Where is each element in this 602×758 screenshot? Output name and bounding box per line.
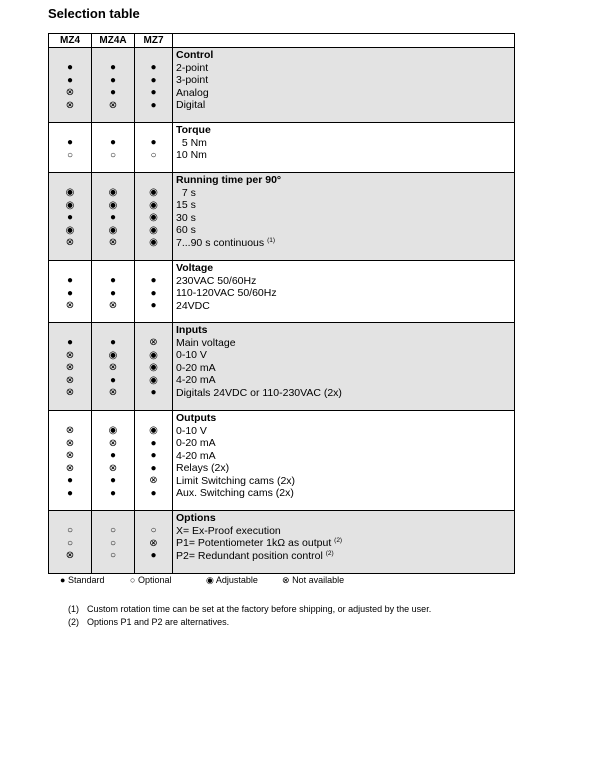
row-label-text: Digitals 24VDC or 110-230VAC (2x): [176, 386, 342, 399]
table-group: [49, 173, 515, 261]
filled-circle-icon: ●: [109, 275, 117, 286]
footnotes: [68, 603, 431, 629]
row-label-text: 0-10 V: [176, 424, 207, 437]
column-header: MZ4: [49, 34, 92, 48]
filled-circle-icon: ●: [66, 337, 74, 348]
filled-circle-icon: ●: [66, 137, 74, 148]
row-label: [176, 212, 514, 225]
symbol-cell: [49, 123, 92, 173]
label-cell: [173, 123, 515, 173]
row-label: [176, 275, 514, 288]
row-label: [176, 62, 514, 75]
row-label-text: 0-20 mA: [176, 437, 216, 449]
crossed-circle-icon: ⊗: [65, 462, 75, 474]
row-label: [176, 74, 514, 87]
open-circle-icon: ○: [109, 550, 117, 561]
row-label: [176, 99, 514, 112]
dotted-circle-icon: ◉: [65, 224, 75, 236]
row-label-text: Analog: [176, 86, 209, 99]
footnote-2: [68, 616, 431, 629]
filled-circle-icon: ●: [60, 575, 66, 585]
row-label-text: X= Ex-Proof execution: [176, 524, 281, 537]
filled-circle-icon: ●: [150, 62, 157, 73]
dotted-circle-icon: ◉: [108, 199, 118, 211]
dotted-circle-icon: ◉: [149, 425, 158, 436]
row-label: [176, 462, 514, 475]
row-label: [176, 337, 514, 350]
filled-circle-icon: ●: [150, 137, 157, 148]
dotted-circle-icon: ◉: [149, 199, 158, 211]
symbol-cell: [135, 411, 173, 511]
crossed-circle-icon: ⊗: [65, 349, 75, 361]
table-group: [49, 411, 515, 511]
symbol-cell: [49, 411, 92, 511]
column-header: MZ4A: [92, 34, 135, 48]
row-label: [176, 137, 514, 150]
row-label-text: Digital: [176, 99, 206, 111]
symbol-cell: [49, 173, 92, 261]
legend-label: Not available: [292, 575, 345, 585]
crossed-circle-icon: ⊗: [65, 374, 75, 386]
filled-circle-icon: ●: [150, 87, 157, 98]
symbol-cell: [92, 411, 135, 511]
row-label: [176, 149, 514, 162]
dotted-circle-icon: ◉: [108, 187, 118, 198]
row-label: [176, 349, 514, 362]
filled-circle-icon: ●: [150, 99, 157, 111]
filled-circle-icon: ●: [109, 74, 117, 86]
row-label: [176, 475, 514, 488]
label-cell: [173, 173, 515, 261]
filled-circle-icon: ●: [66, 487, 74, 499]
open-circle-icon: ○: [109, 149, 117, 161]
selection-table: [48, 33, 515, 574]
footnote-number: (1): [68, 604, 79, 614]
dotted-circle-icon: ◉: [65, 187, 75, 198]
filled-circle-icon: ●: [109, 87, 117, 98]
dotted-circle-icon: ◉: [149, 237, 158, 248]
crossed-circle-icon: ⊗: [108, 237, 118, 248]
symbol-cell: [49, 261, 92, 323]
filled-circle-icon: ●: [150, 275, 157, 286]
crossed-circle-icon: ⊗: [149, 337, 158, 348]
row-label-text: Relays (2x): [176, 462, 230, 474]
crossed-circle-icon: ⊗: [149, 537, 158, 549]
row-label: [176, 287, 514, 300]
row-label-text: 0-10 V: [176, 349, 207, 361]
row-label-text: 2-point: [176, 61, 209, 74]
table-header-row: [49, 34, 515, 48]
column-header-blank: [173, 34, 515, 48]
row-label: [176, 425, 514, 438]
row-label-text: 60 s: [176, 224, 196, 236]
row-label-text: 10 Nm: [176, 149, 207, 161]
filled-circle-icon: ●: [109, 475, 117, 486]
symbol-cell: [135, 123, 173, 173]
row-label-text: 3-point: [176, 74, 209, 86]
filled-circle-icon: ●: [66, 74, 74, 86]
row-label-text: 30 s: [176, 211, 196, 224]
crossed-circle-icon: ⊗: [65, 99, 75, 111]
row-label: [176, 199, 514, 212]
open-circle-icon: ○: [150, 525, 157, 536]
table-group: [49, 123, 515, 173]
crossed-circle-icon: ⊗: [149, 475, 158, 486]
label-cell: [173, 411, 515, 511]
row-label: [176, 550, 514, 563]
row-label-text: 7 s: [176, 186, 196, 199]
crossed-circle-icon: ⊗: [65, 450, 75, 461]
row-label-text: P1= Potentiometer 1kΩ as output: [176, 537, 332, 549]
filled-circle-icon: ●: [150, 300, 157, 311]
row-label-text: 7...90 s continuous: [176, 236, 265, 249]
row-label-text: 110-120VAC 50/60Hz: [176, 287, 277, 299]
filled-circle-icon: ●: [109, 450, 117, 461]
label-cell: [173, 511, 515, 574]
row-label-text: Aux. Switching cams (2x): [176, 487, 294, 499]
row-label: [176, 374, 514, 387]
group-heading: Outputs: [176, 412, 217, 424]
table-group: [49, 261, 515, 323]
row-label-text: Limit Switching cams (2x): [176, 474, 296, 487]
filled-circle-icon: ●: [66, 212, 74, 223]
crossed-circle-icon: ⊗: [65, 387, 75, 398]
column-header: MZ7: [135, 34, 173, 48]
filled-circle-icon: ●: [109, 62, 117, 73]
dotted-circle-icon: ◉: [149, 212, 158, 223]
table-group: [49, 323, 515, 411]
open-circle-icon: ○: [109, 525, 117, 536]
symbol-cell: [92, 173, 135, 261]
row-label: [176, 437, 514, 450]
crossed-circle-icon: ⊗: [108, 437, 118, 449]
open-circle-icon: ○: [130, 575, 136, 585]
filled-circle-icon: ●: [66, 287, 74, 299]
symbol-cell: [135, 261, 173, 323]
label-cell: [173, 261, 515, 323]
symbol-cell: [92, 123, 135, 173]
footnote-text: Custom rotation time can be set at the factory before shipping, or adjusted by the user.: [87, 604, 432, 614]
open-circle-icon: ○: [66, 537, 74, 549]
group-heading: Running time per 90°: [176, 174, 282, 186]
symbol-cell: [135, 48, 173, 123]
filled-circle-icon: ●: [109, 337, 117, 348]
row-label: [176, 362, 514, 375]
row-label: [176, 300, 514, 313]
crossed-circle-icon: ⊗: [65, 237, 75, 248]
crossed-circle-icon: ⊗: [108, 300, 118, 311]
legend-item-optional: [130, 575, 171, 585]
row-label: [176, 187, 514, 200]
open-circle-icon: ○: [66, 149, 74, 161]
filled-circle-icon: ●: [150, 287, 157, 299]
symbol-cell: [135, 511, 173, 574]
footnote-ref: (1): [267, 236, 276, 244]
dotted-circle-icon: ◉: [108, 349, 118, 361]
symbol-cell: [49, 511, 92, 574]
footnote-1: [68, 603, 431, 616]
row-label-text: 4-20 mA: [176, 374, 216, 386]
row-label-text: 0-20 mA: [176, 361, 216, 374]
open-circle-icon: ○: [150, 149, 157, 161]
footnote-number: (2): [68, 617, 79, 627]
row-label: [176, 387, 514, 400]
legend-label: Standard: [67, 575, 105, 585]
symbol-cell: [92, 261, 135, 323]
filled-circle-icon: ●: [66, 475, 74, 486]
table-group: [49, 511, 515, 574]
group-heading: Inputs: [176, 324, 208, 336]
dotted-circle-icon: ◉: [108, 425, 118, 436]
dotted-circle-icon: ◉: [65, 199, 75, 211]
group-heading: Torque: [176, 124, 211, 136]
symbol-cell: [49, 323, 92, 411]
row-label: [176, 537, 514, 550]
filled-circle-icon: ●: [109, 212, 117, 223]
row-label: [176, 87, 514, 100]
legend-label: Optional: [137, 575, 172, 585]
dotted-circle-icon: ◉: [206, 575, 214, 585]
legend-item-not-available: [282, 575, 344, 586]
row-label: [176, 450, 514, 463]
dotted-circle-icon: ◉: [149, 224, 158, 236]
row-label-text: 24VDC: [176, 299, 210, 312]
filled-circle-icon: ●: [150, 462, 157, 474]
symbol-cell: [135, 323, 173, 411]
footnote-ref: (2): [325, 549, 334, 557]
crossed-circle-icon: ⊗: [65, 425, 75, 436]
dotted-circle-icon: ◉: [149, 187, 158, 198]
row-label-text: Main voltage: [176, 336, 236, 349]
dotted-circle-icon: ◉: [108, 224, 118, 236]
page-title: Selection table: [48, 6, 140, 21]
crossed-circle-icon: ⊗: [65, 87, 75, 98]
symbol-cell: [92, 323, 135, 411]
table-group: [49, 48, 515, 123]
footnote-ref: (2): [334, 537, 343, 544]
row-label: [176, 487, 514, 500]
filled-circle-icon: ●: [109, 137, 117, 148]
filled-circle-icon: ●: [109, 374, 117, 386]
dotted-circle-icon: ◉: [149, 349, 158, 361]
crossed-circle-icon: ⊗: [108, 462, 118, 474]
filled-circle-icon: ●: [150, 387, 157, 398]
dotted-circle-icon: ◉: [149, 362, 158, 373]
symbol-cell: [135, 173, 173, 261]
legend-item-standard: [60, 575, 104, 585]
filled-circle-icon: ●: [66, 62, 74, 73]
dotted-circle-icon: ◉: [149, 374, 158, 386]
row-label-text: 5 Nm: [176, 136, 207, 149]
label-cell: [173, 48, 515, 123]
filled-circle-icon: ●: [109, 487, 117, 499]
open-circle-icon: ○: [66, 525, 74, 536]
filled-circle-icon: ●: [150, 450, 157, 461]
group-heading: Options: [176, 512, 216, 524]
crossed-circle-icon: ⊗: [108, 387, 118, 398]
legend-label: Adjustable: [215, 575, 258, 585]
row-label-text: 15 s: [176, 199, 196, 211]
row-label-text: P2= Redundant position control: [176, 549, 323, 562]
group-heading: Voltage: [176, 262, 214, 274]
filled-circle-icon: ●: [109, 287, 117, 299]
row-label: [176, 237, 514, 250]
row-label: [176, 525, 514, 538]
filled-circle-icon: ●: [150, 74, 157, 86]
filled-circle-icon: ●: [150, 437, 157, 449]
crossed-circle-icon: ⊗: [108, 99, 118, 111]
label-cell: [173, 323, 515, 411]
filled-circle-icon: ●: [66, 275, 74, 286]
filled-circle-icon: ●: [150, 550, 157, 561]
symbol-cell: [92, 48, 135, 123]
crossed-circle-icon: ⊗: [108, 362, 118, 373]
crossed-circle-icon: ⊗: [282, 575, 290, 585]
crossed-circle-icon: ⊗: [65, 362, 75, 373]
row-label-text: 230VAC 50/60Hz: [176, 274, 257, 287]
filled-circle-icon: ●: [150, 487, 157, 499]
crossed-circle-icon: ⊗: [65, 300, 75, 311]
row-label-text: 4-20 mA: [176, 449, 216, 462]
symbol-cell: [92, 511, 135, 574]
crossed-circle-icon: ⊗: [65, 550, 75, 561]
group-heading: Control: [176, 49, 214, 61]
row-label: [176, 224, 514, 237]
crossed-circle-icon: ⊗: [65, 437, 75, 449]
symbol-cell: [49, 48, 92, 123]
open-circle-icon: ○: [109, 537, 117, 549]
footnote-text: Options P1 and P2 are alternatives.: [87, 617, 230, 627]
legend-item-adjustable: [206, 575, 258, 586]
